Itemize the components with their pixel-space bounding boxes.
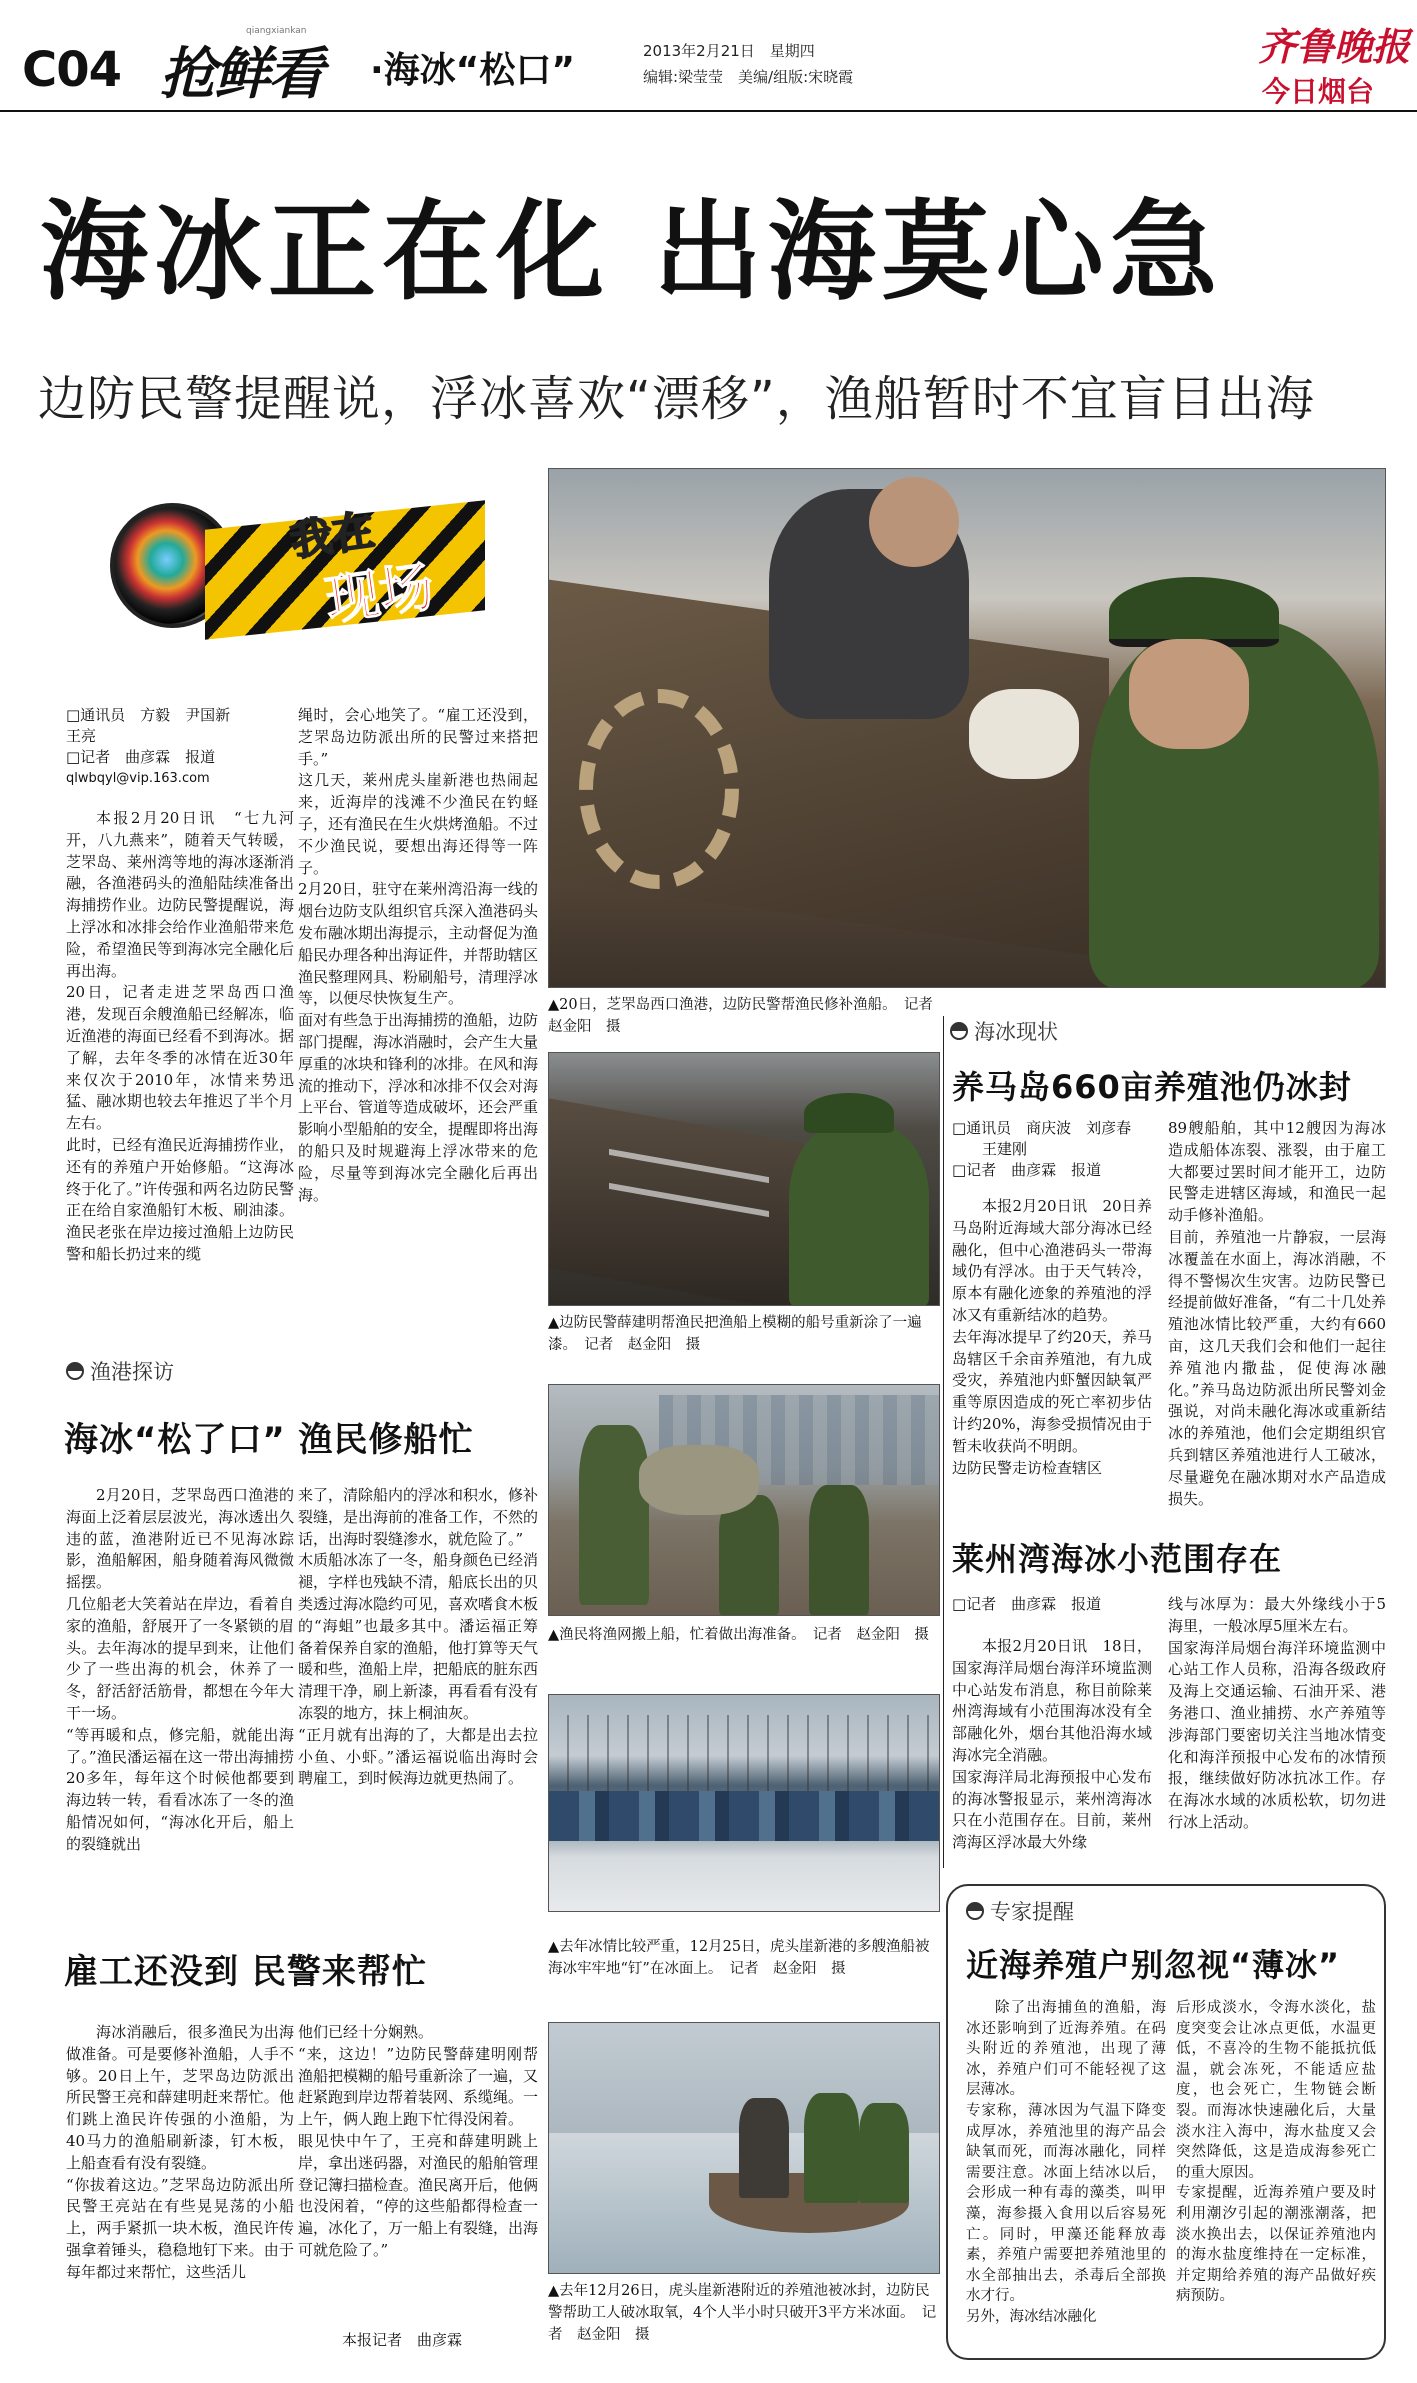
photo1-caption: ▲20日，芝罘岛西口渔港，边防民警帮渔民修补渔船。 记者 赵金阳 摄 [548,997,948,1035]
fisherman-head [869,477,959,567]
section-logo [160,22,370,107]
rope-coil [579,689,739,889]
photo5-caption: ▲去年12月26日，虎头崖新港附近的养殖池被冰封，边防民警帮助工人破冰取氧，4个人半小时只破开3平方米冰面。 记者 赵金阳 摄 [548,2283,937,2343]
reporter-email: qlwbqyl@vip.163.com [66,771,210,786]
section-tag-label: 海冰现状 [974,1020,1058,1044]
story5-col2: 线与冰厚为：最大外缘线小于5海里，一般冰厚5厘米左右。 国家海洋局烟台海洋环境监测中心站工作人员称，沿海各级政府及海上交通运输、石油开采、港务港口、渔业捕捞、水产养殖等涉海部门要密切关注当地冰情变化和海洋预报中心发布的冰情预报，继续做好防冰抗冰工作。存在海冰水域的冰质松软，切勿进行冰上活动。 [1168,1595,1386,1831]
story4-col1: 本报2月20日讯 20日养马岛附近海域大部分海冰已经融化，但中心渔港码头一带海域仍有浮冰。由于天气转冷，原本有融化迹象的养殖池的浮冰又有重新结冰的趋势。 去年海冰提早了约20天，养马岛辖区千余亩养殖池，有九成受灾，养殖池内虾蟹因缺氧严重等原因造成的死亡率初步估计约20%，海参受损情况由于暂未收获尚不明朗。 边防民警走访检查辖区 [952,1197,1152,1477]
story6-col1: 除了出海捕鱼的渔船，海冰还影响到了近海养殖。在码头附近的养殖池，出现了薄冰，养殖户们可不能轻视了这层薄冰。 专家称，薄冰因为气温下降变成厚冰，养殖池里的海产品会缺氧而死，而海冰融化，同样需要注意。冰面上结冰以后，会形成一种有毒的藻类，叫甲藻，海参摄入食用以后容易死亡。同时，甲藻还能释放毒素，养殖户需要把养殖池里的水全部抽出去，杀毒后全部换水才行。 另外，海冰结冰融化 [966,2000,1166,2325]
photo2-caption: ▲边防民警薛建明帮渔民把渔船上模糊的船号重新涂了一遍漆。 记者 赵金阳 摄 [548,1315,922,1353]
worker-figure-1 [739,2098,789,2198]
photo-painting-boat-number [548,1052,940,1306]
section-dot-icon [950,1022,968,1040]
subheadline: 边防民警提醒说，浮冰喜欢“漂移”，渔船暂时不宜盲目出海 [38,371,1315,427]
officer-painting-figure [789,1123,929,1306]
photo-ice-breaking [548,2022,940,2274]
story6-col2: 后形成淡水，令海水淡化，盐度突变会让冰点更低，水温更低，不喜冷的生物不能抵抗低温，就会冻死，不能适应盐度，也会死亡，生物链会断裂。而海冰快速融化后，大量淡水注入海中，海水盐度又会突然降低，这是造成海参死亡的重大原因。 专家提醒，近海养殖户要及时利用潮汐引起的潮涨潮落，把淡水换出去，以保证养殖池内的海水盐度维持在一定标准，并定期给养殖的海产品做好疾病预防。 [1176,2000,1376,2305]
story4-byline [952,1118,1162,1181]
header-rule [0,110,1417,112]
net-pile [639,1445,759,1515]
story2-col1: 2月20日，芝罘岛西口渔港的海面上泛着层层波光，海冰透出久违的蓝，渔港附近已不见海冰踪影，渔船解困，船身随着海风微微摇摆。 几位船老大笑着站在岸边，看着自家的渔船，舒展开了一冬紧锁的眉头。去年海冰的提早到来，让他们少了一些出海的机会，休养了一冬，舒活舒活筋骨，都想在今年大干一场。 “等再暖和点，修完船，就能出海了。”渔民潘运福在这一带出海捕捞20多年，每年这个时候他都要到海边转一转，看看冰冻了一冬的渔船情况如何，“海冰化开后，船上的裂缝就出 [66,1486,294,1853]
story5-col1: 本报2月20日讯 18日，国家海洋局烟台海洋环境监测中心站发布消息，称目前除莱州湾海域有小范围海冰没有全部融化外，烟台其他沿海水域海冰完全消融。 国家海洋局北海预报中心发布的海冰警报显示，莱州湾海冰只在小范围存在。目前，莱州湾海区浮冰最大外缘 [952,1637,1152,1852]
story6-section-tag [966,1896,1074,1926]
page-number: C04 [22,42,122,98]
byline-line: 王亮 [66,727,97,745]
photo-fishermen-nets [548,1384,940,1616]
newspaper-name: 齐鲁晚报 [1258,24,1411,69]
photo3-caption: ▲渔民将渔网搬上船，忙着做出海准备。 记者 赵金阳 摄 [548,1627,929,1643]
section-pinyin: qiangxiankan [246,26,307,36]
section-tag-label: 渔港探访 [90,1360,174,1384]
boats-row [549,1791,940,1841]
glove-hand [969,689,1079,779]
photo4-caption: ▲去年冰情比较严重，12月25日，虎头崖新港的多艘渔船被海冰牢牢地“钉”在冰面上。 记者 赵金阳 摄 [548,1939,930,1977]
masts-row [549,1715,940,1795]
story2-title: 海冰“松了口” 渔民修船忙 [64,1420,474,1460]
header-date: 2013年2月21日 星期四 [643,42,815,60]
story2-col2: 来了，清除船内的浮冰和积水，修补裂缝，是出海前的准备工作，不然的话，出海时裂缝渗水，就危险了。” 木质船冰冻了一冬，船身颜色已经消褪，字样也残缺不清，船底长出的贝类透过海冰隐约可见，喜欢嗜食木板的“海蛆”也最多其中。潘运福正筹备着保养自家的渔船，他打算等天气暖和些，渔船上岸，把船底的脏东西清理干净，刷上新漆，再看看有没有冻裂的地方，抹上桐油灰。 “正月就有出海的了，大都是出去拉小鱼、小虾。”潘运福说临出海时会聘雇工，到时候海边就更热闹了。 [298,1486,538,1788]
section-dot-icon [66,1362,84,1380]
story3-title: 雇工还没到 民警来帮忙 [64,1952,427,1992]
story5-byline: □记者 曲彦霖 报道 [952,1595,1102,1613]
officer-painting-cap [804,1093,894,1133]
story2-section-tag [66,1356,174,1386]
officer-cap [1109,577,1279,647]
badge-text-2: 现场 [321,554,438,633]
badge-text-1: 我在 [287,505,378,566]
on-scene-badge [110,485,490,655]
byline-line: □通讯员 方毅 尹国新 [66,706,231,724]
worker-figure-3 [859,2103,909,2203]
worker-figure-2 [804,2093,859,2203]
column-divider [943,1016,944,1868]
officer-face [1129,639,1249,749]
story1-col2: 绳时，会心地笑了。“雇工还没到，芝罘岛边防派出所的民警过来搭把手。” 这几天，莱州虎头崖新港也热闹起来，近海岸的浅滩不少渔民在钓蛏子，还有渔民在生火烘烤渔船。不过不少渔民说，要想出海还得等一阵子。 2月20日，驻守在莱州湾沿海一线的烟台边防支队组织官兵深入渔港码头发布融冰期出海提示，主动督促为渔船民办理各种出海证件，并帮助辖区渔民整理网具、粉刷船号，清理浮冰等，以便尽快恢复生产。 面对有些急于出海捕捞的渔船，边防部门提醒，海冰消融时，会产生大量厚重的冰块和锋利的冰排。在风和海流的推动下，浮冰和冰排不仅会对海上平台、管道等造成破坏，还会严重影响小型船舶的安全，提醒即将出海的船只及时规避海上浮冰带来的危险，尽量等到海冰完全融化后再出海。 [298,706,538,1204]
photo-frozen-harbor [548,1694,940,1912]
story4-title: 养马岛660亩养殖池仍冰封 [952,1068,1352,1106]
photo-police-repair-boat [548,468,1386,988]
story5-title: 莱州湾海冰小范围存在 [952,1540,1283,1578]
section-dot-icon [966,1902,984,1920]
byline-line: □记者 曲彦霖 报道 [952,1161,1102,1179]
story4-section-tag [950,1016,1058,1046]
story1-col1: 本报2月20日讯 “七九河开，八九燕来”，随着天气转暖，芝罘岛、莱州湾等地的海冰逐渐消融，各渔港码头的渔船陆续准备出海捕捞作业。边防民警提醒说，海上浮冰和冰排会给作业渔船带来危险，希望渔民等到海冰完全融化后再出海。 20日，记者走进芝罘岛西口渔港，发现百余艘渔船已经解冻，临近渔港的海面已经看不到海冰。据了解，去年冬季的冰情在近30年来仅次于2010年，冰情来势迅猛、融冰期也较去年推迟了半个月左右。 此时，已经有渔民近海捕捞作业，还有的养殖户开始修船。“这海冰终于化了。”许传强和两名边防民警正在给自家渔船钉木板、刷油漆。渔民老张在岸边接过渔船上边防民警和船长扔过来的缆 [66,809,294,1263]
section-tag-label: 专家提醒 [990,1900,1074,1924]
story1-byline [66,705,266,789]
edition-label: 今日烟台 [1262,75,1375,108]
story3-col1: 海冰消融后，很多渔民为出海做准备。可是要修补渔船，人手不够。20日上午，芝罘岛边防派出所民警王亮和薛建明赶来帮忙。他们跳上渔民许传强的小渔船，为40马力的渔船刷新漆，钉木板，上船查看有没有裂缝。 “你拔着这边。”芝罘岛边防派出所民警王亮站在有些晃晃荡的小船上，两手紧抓一块木板，渔民许传强拿着锤头，稳稳地钉下来。由于每年都过来帮忙，这些活儿 [66,2023,294,2281]
story3-signoff: 本报记者 曲彦霖 [342,2331,463,2349]
story6-title: 近海养殖户别忽视“薄冰” [966,1946,1341,1984]
soldier-figure-3 [809,1485,869,1615]
story3-col2: 他们已经十分娴熟。 “来，这边！”边防民警薛建明刚帮渔船把模糊的船号重新涂了一遍，又赶紧跑到岸边帮着装网、系缆绳。一上午，俩人跑上跑下忙得没闲着。 眼见快中午了，王亮和薛建明跳上岸，拿出迷码器，对渔民的船舶管理登记簿扫描检查。渔民离开后，他俩也没闲着，“停的这些船都得检查一遍，冰化了，万一船上有裂缝，出海可就危险了。” [298,2023,538,2259]
soldier-figure-1 [579,1425,649,1605]
story4-col2: 89艘船舶，其中12艘因为海冰造成船体冻裂、涨裂，由于雇工大都要过罢时间才能开工，边防民警走进辖区海域，和渔民一起动手修补渔船。 目前，养殖池一片静寂，一层海冰覆盖在水面上，海冰消融，不得不警惕次生灾害。边防民警已经提前做好准备，“有二十几处养殖池冰情比较严重，大约有660亩，这几天我们会和他们一起往养殖池内撒盐，促使海冰融化。”养马岛边防派出所民警刘金强说，对尚未融化海冰或重新结冰的养殖池，他们会定期组织官兵到辖区养殖池进行人工破冰，尽量避免在融冰期对水产品造成损失。 [1168,1119,1386,1508]
headline: 海冰正在化 出海莫心急 [40,190,1224,315]
byline-line: □记者 曲彦霖 报道 [66,748,216,766]
section-name: 抢鲜看 [160,42,322,107]
header-editors: 编辑:梁莹莹 美编/组版:宋晓霞 [643,68,854,86]
byline-line: □通讯员 商庆波 刘彦春 [952,1119,1132,1137]
subsection-title: ·海冰“松口” [370,50,575,91]
byline-line: 王建刚 [982,1140,1028,1158]
